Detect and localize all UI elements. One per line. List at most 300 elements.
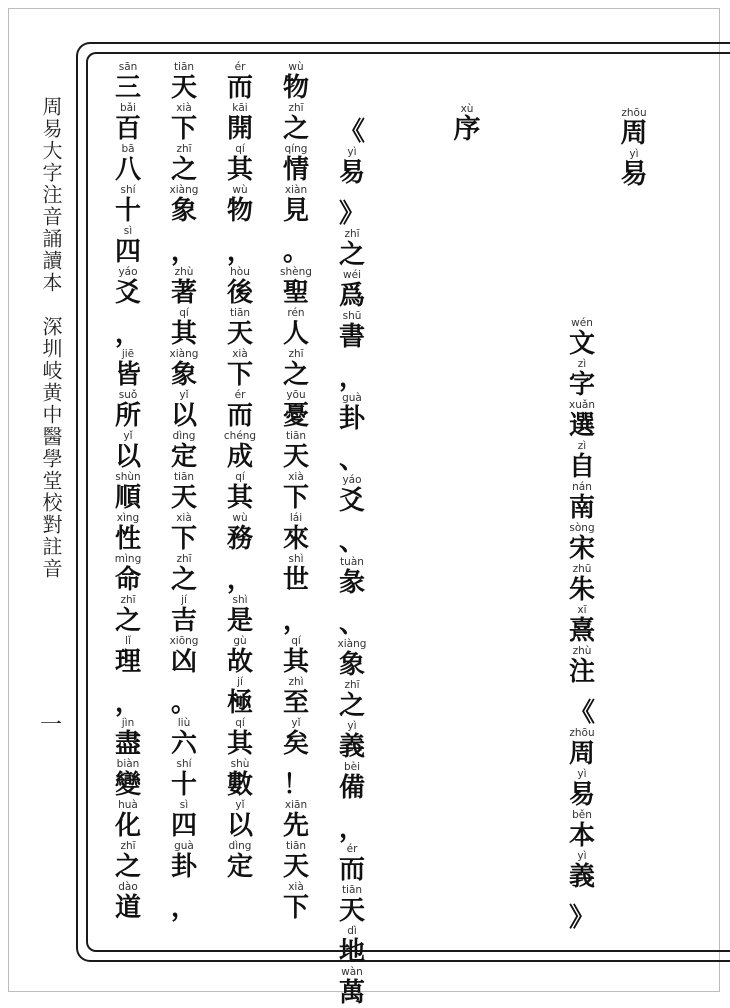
pinyin-annotation: gù [233,635,247,647]
hanzi-character: 物 [282,73,309,103]
hanzi-character: 義 [338,732,365,762]
hanzi-character: 之 [170,565,197,595]
hanzi-character: 天 [170,73,197,103]
pinyin-annotation: wù [232,184,248,196]
hanzi-character: 周 [568,739,595,769]
hanzi-character: 以 [114,442,141,472]
pinyin-annotation: chéng [223,430,257,442]
pinyin-annotation: zhī [120,840,136,852]
glyph-cell [276,841,316,882]
book-title [614,108,654,190]
hanzi-character: 自 [568,452,595,482]
punctuation-mark: 、 [338,609,365,639]
pinyin-annotation: zhī [176,553,192,565]
glyph-cell [562,400,602,441]
glyph-cell [220,103,260,144]
pinyin-annotation: sì [179,799,189,811]
glyph-cell [276,349,316,390]
glyph-cell [108,103,148,144]
glyph-cell [276,308,316,349]
glyph-cell [220,800,260,841]
glyph-cell [220,390,260,431]
hanzi-character: 三 [114,73,141,103]
hanzi-character: 百 [114,114,141,144]
glyph-cell [164,103,204,144]
glyph-cell [164,431,204,472]
glyph-cell [164,308,204,349]
pinyin-annotation: zì [577,440,587,452]
pinyin-annotation: sān [118,61,138,73]
glyph-cell [276,103,316,144]
glyph-cell [220,267,260,308]
glyph-cell [332,885,372,926]
pinyin-annotation: rén [287,307,305,319]
pinyin-annotation: xiàng [169,184,199,196]
glyph-cell [108,62,148,103]
punctuation-mark: 》 [338,199,365,229]
pinyin-annotation: zhī [288,348,304,360]
glyph-cell [332,844,372,885]
pinyin-annotation: xiōng [169,635,199,647]
punctuation-mark: 》 [568,903,595,933]
glyph-cell [164,882,204,923]
punctuation-mark: 《 [568,698,595,728]
hanzi-character: 本 [568,821,595,851]
pinyin-annotation: lái [289,512,303,524]
hanzi-character: 卦 [338,404,365,434]
glyph-cell [332,639,372,680]
hanzi-character: 四 [170,811,197,841]
hanzi-character: 義 [568,862,595,892]
glyph-cell [220,595,260,636]
pinyin-annotation: qí [235,471,245,483]
pinyin-annotation: xìng [116,512,140,524]
glyph-cell [332,680,372,721]
pinyin-annotation: xù [460,103,474,115]
hanzi-character: 天 [282,852,309,882]
pinyin-annotation: wàn [341,966,363,978]
pinyin-annotation: tuàn [340,556,364,568]
pinyin-annotation: yáo [118,266,138,278]
hanzi-character: 序 [453,114,481,145]
hanzi-character: 易 [338,158,365,188]
hanzi-character: 命 [114,565,141,595]
pinyin-annotation: bèi [343,761,361,773]
punctuation-mark: ， [226,237,253,267]
pinyin-annotation: shèng [280,266,312,278]
pinyin-annotation: dìng [228,840,252,852]
hanzi-character: 至 [282,688,309,718]
pinyin-annotation: sòng [569,522,595,534]
hanzi-character: 見 [282,196,309,226]
glyph-cell [562,851,602,892]
hanzi-character: 六 [170,729,197,759]
pinyin-annotation: jí [237,676,243,688]
pinyin-annotation: qí [179,307,189,319]
hanzi-character: 之 [114,852,141,882]
glyph-cell [562,523,602,564]
glyph-cell [332,352,372,393]
margin-book-title: 周易大字注音誦讀本 深圳岐黄中醫學堂校對註音 [39,96,63,580]
hanzi-character: 天 [226,319,253,349]
glyph-cell [276,431,316,472]
hanzi-character: 其 [226,155,253,185]
glyph-cell [276,390,316,431]
hanzi-character: 其 [170,319,197,349]
glyph-cell [614,149,654,190]
hanzi-character: 開 [226,114,253,144]
pinyin-annotation: mìng [114,553,142,565]
pinyin-annotation: shū [342,310,362,322]
hanzi-character: 世 [282,565,309,595]
section-title [447,104,487,145]
attribution-column [562,318,602,933]
pinyin-annotation: biàn [116,758,140,770]
hanzi-character: 之 [282,360,309,390]
glyph-cell [220,677,260,718]
glyph-cell [164,185,204,226]
punctuation-mark: ， [282,606,309,636]
pinyin-annotation: yì [577,850,587,862]
hanzi-character: 以 [170,401,197,431]
glyph-cell [562,810,602,851]
glyph-cell [276,800,316,841]
pinyin-annotation: xià [232,348,248,360]
pinyin-annotation: yǐ [179,389,189,401]
glyph-cell [164,800,204,841]
pinyin-annotation: xià [288,881,304,893]
pinyin-annotation: zhī [120,594,136,606]
hanzi-character: 凶 [170,647,197,677]
glyph-cell [276,677,316,718]
pinyin-annotation: hòu [230,266,250,278]
pinyin-annotation: yōu [286,389,306,401]
glyph-cell [332,557,372,598]
glyph-cell [164,226,204,267]
hanzi-character: 地 [338,937,365,967]
hanzi-character: 其 [226,729,253,759]
hanzi-character: 數 [226,770,253,800]
hanzi-character: 卦 [170,852,197,882]
glyph-cell [276,595,316,636]
glyph-cell [164,267,204,308]
glyph-cell [562,564,602,605]
pinyin-annotation: kāi [232,102,248,114]
pinyin-annotation: tiān [341,884,363,896]
glyph-cell [108,472,148,513]
hanzi-character: 易 [568,780,595,810]
glyph-cell [108,800,148,841]
pinyin-annotation: shí [176,758,192,770]
hanzi-character: 朱 [568,575,595,605]
pinyin-annotation: wéi [343,269,361,281]
hanzi-character: 之 [338,691,365,721]
pinyin-annotation: sì [123,225,133,237]
pinyin-annotation: jiē [121,348,135,360]
glyph-cell [276,62,316,103]
hanzi-character: 所 [114,401,141,431]
page-number: 一 [39,713,62,738]
glyph-cell [108,431,148,472]
pinyin-annotation: dì [347,925,357,937]
punctuation-mark: ， [114,688,141,718]
text-column-2 [276,62,316,923]
pinyin-annotation: qí [235,717,245,729]
hanzi-character: 八 [114,155,141,185]
glyph-cell [164,513,204,554]
pinyin-annotation: nán [572,481,592,493]
hanzi-character: 熹 [568,616,595,646]
pinyin-annotation: xià [176,102,192,114]
punctuation-mark: 《 [338,117,365,147]
hanzi-character: 爻 [114,278,141,308]
glyph-cell [332,926,372,967]
pinyin-annotation: xià [176,512,192,524]
pinyin-annotation: jí [181,594,187,606]
glyph-cell [164,349,204,390]
pinyin-annotation: zhōu [621,107,647,119]
glyph-cell [108,349,148,390]
glyph-cell [164,554,204,595]
glyph-cell [220,226,260,267]
glyph-cell [614,108,654,149]
glyph-cell [164,472,204,513]
hanzi-character: 性 [114,524,141,554]
hanzi-character: 下 [282,483,309,513]
hanzi-character: 之 [282,114,309,144]
punctuation-mark: ， [170,893,197,923]
hanzi-character: 變 [114,770,141,800]
pinyin-annotation: bǎi [119,102,137,114]
pinyin-annotation: qí [291,635,301,647]
hanzi-character: 易 [620,159,648,190]
glyph-cell [276,882,316,923]
pinyin-annotation: tiān [229,307,251,319]
hanzi-character: 天 [170,483,197,513]
text-column-3 [220,62,260,882]
hanzi-character: 宋 [568,534,595,564]
glyph-cell [332,393,372,434]
hanzi-character: 南 [568,493,595,523]
glyph-cell [562,892,602,933]
punctuation-mark: ！ [282,770,309,800]
pinyin-annotation: xiān [284,799,308,811]
pinyin-annotation: yì [347,720,357,732]
pinyin-annotation: yǐ [291,717,301,729]
glyph-cell [276,759,316,800]
hanzi-character: 下 [170,524,197,554]
pinyin-annotation: dìng [172,430,196,442]
glyph-cell [220,554,260,595]
pinyin-annotation: bā [121,143,135,155]
glyph-cell [220,636,260,677]
glyph-cell [332,475,372,516]
pinyin-annotation: ér [234,389,246,401]
hanzi-character: 爲 [338,281,365,311]
glyph-cell [220,513,260,554]
glyph-cell [108,226,148,267]
glyph-cell [220,185,260,226]
pinyin-annotation: xiàng [337,638,367,650]
pinyin-annotation: xiàn [284,184,308,196]
pinyin-annotation: guà [174,840,194,852]
glyph-cell [332,516,372,557]
glyph-cell [220,759,260,800]
pinyin-annotation: yì [629,148,639,160]
glyph-cell [562,769,602,810]
glyph-cell [332,598,372,639]
glyph-cell [276,185,316,226]
punctuation-mark: ， [226,565,253,595]
glyph-cell [220,62,260,103]
glyph-cell [276,554,316,595]
glyph-cell [562,646,602,687]
punctuation-mark: ， [338,363,365,393]
pinyin-annotation: xiàng [169,348,199,360]
glyph-cell [276,144,316,185]
pinyin-annotation: zhōu [569,727,595,739]
hanzi-character: 之 [338,240,365,270]
pinyin-annotation: zhī [344,679,360,691]
pinyin-annotation: qí [235,143,245,155]
glyph-cell [108,308,148,349]
hanzi-character: 四 [114,237,141,267]
hanzi-character: 爻 [338,486,365,516]
text-column-5 [108,62,148,923]
hanzi-character: 是 [226,606,253,636]
glyph-cell [332,188,372,229]
punctuation-mark: 、 [338,445,365,475]
hanzi-character: 下 [282,893,309,923]
pinyin-annotation: shùn [115,471,141,483]
glyph-cell [220,144,260,185]
pinyin-annotation: yǐ [235,799,245,811]
pinyin-annotation: lǐ [125,635,131,647]
punctuation-mark: 。 [282,237,309,267]
glyph-cell [108,185,148,226]
pinyin-annotation: xuǎn [569,399,595,411]
pinyin-annotation: zhī [176,143,192,155]
glyph-cell [562,605,602,646]
hanzi-character: 道 [114,893,141,923]
glyph-cell [276,636,316,677]
hanzi-character: 來 [282,524,309,554]
hanzi-character: 定 [226,852,253,882]
pinyin-annotation: tiān [173,471,195,483]
glyph-cell [220,349,260,390]
pinyin-annotation: shì [288,553,304,565]
glyph-cell [332,721,372,762]
hanzi-character: 聖 [282,278,309,308]
hanzi-character: 皆 [114,360,141,390]
punctuation-mark: ， [338,814,365,844]
text-column-1 [332,106,372,1008]
hanzi-character: 備 [338,773,365,803]
hanzi-character: 定 [170,442,197,472]
glyph-cell [108,718,148,759]
hanzi-character: 文 [568,329,595,359]
hanzi-character: 化 [114,811,141,841]
glyph-cell [220,472,260,513]
hanzi-character: 十 [170,770,197,800]
hanzi-character: 極 [226,688,253,718]
pinyin-annotation: ér [234,61,246,73]
hanzi-character: 下 [226,360,253,390]
hanzi-character: 成 [226,442,253,472]
pinyin-annotation: suǒ [118,389,138,401]
pinyin-annotation: yì [347,146,357,158]
pinyin-annotation: tiān [285,430,307,442]
pinyin-annotation: zhù [572,645,592,657]
hanzi-character: 憂 [282,401,309,431]
glyph-cell [108,554,148,595]
pinyin-annotation: běn [572,809,592,821]
pinyin-annotation: zhī [288,102,304,114]
hanzi-character: 注 [568,657,595,687]
pinyin-annotation: tiān [173,61,195,73]
glyph-cell [108,513,148,554]
pinyin-annotation: qíng [284,143,308,155]
glyph-cell [108,759,148,800]
hanzi-character: 其 [226,483,253,513]
glyph-cell [562,441,602,482]
hanzi-character: 矣 [282,729,309,759]
hanzi-character: 選 [568,411,595,441]
pinyin-annotation: yáo [342,474,362,486]
hanzi-character: 彖 [338,568,365,598]
glyph-cell [220,841,260,882]
hanzi-character: 書 [338,322,365,352]
pinyin-annotation: shì [232,594,248,606]
glyph-cell [332,147,372,188]
text-column-4 [164,62,204,923]
glyph-cell [164,636,204,677]
glyph-cell [276,267,316,308]
hanzi-character: 後 [226,278,253,308]
glyph-cell [447,104,487,145]
punctuation-mark: 。 [170,688,197,718]
pinyin-annotation: yì [577,768,587,780]
hanzi-character: 象 [338,650,365,680]
pinyin-annotation: wù [232,512,248,524]
glyph-cell [164,841,204,882]
glyph-cell [108,841,148,882]
glyph-cell [332,762,372,803]
glyph-cell [220,718,260,759]
pinyin-annotation: xià [288,471,304,483]
glyph-cell [164,718,204,759]
glyph-cell [562,728,602,769]
pinyin-annotation: yǐ [123,430,133,442]
pinyin-annotation: zhù [174,266,194,278]
glyph-cell [276,472,316,513]
glyph-cell [332,967,372,1008]
glyph-cell [562,318,602,359]
glyph-cell [108,677,148,718]
pinyin-annotation: huà [118,799,138,811]
glyph-cell [108,595,148,636]
hanzi-character: 盡 [114,729,141,759]
glyph-cell [108,390,148,431]
hanzi-character: 人 [282,319,309,349]
pinyin-annotation: zhì [288,676,304,688]
hanzi-character: 其 [282,647,309,677]
glyph-cell [276,226,316,267]
hanzi-character: 先 [282,811,309,841]
glyph-cell [562,482,602,523]
hanzi-character: 務 [226,524,253,554]
pinyin-annotation: xī [577,604,587,616]
